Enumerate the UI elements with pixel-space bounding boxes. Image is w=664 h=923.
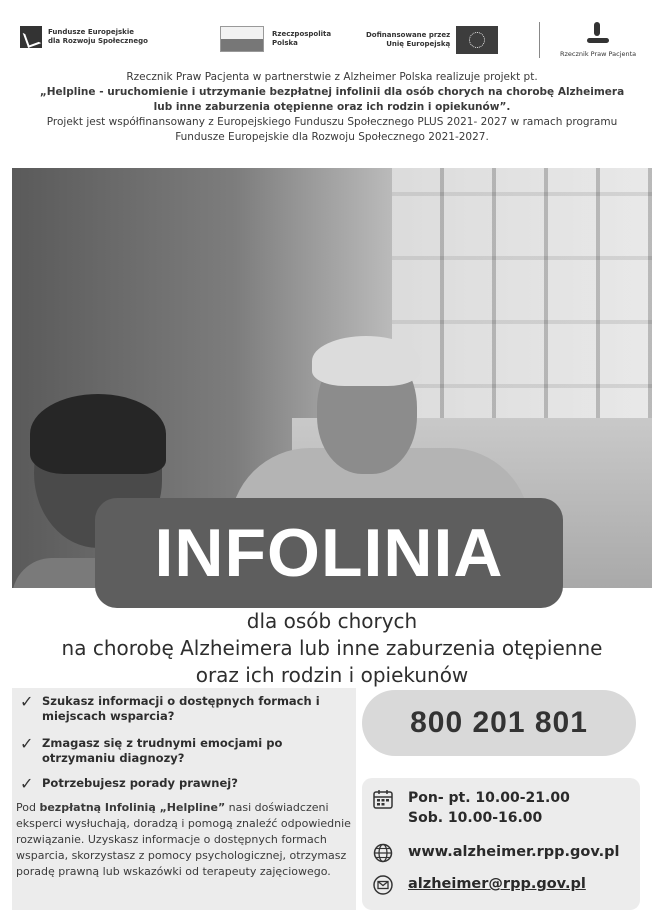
infolinia-banner	[95, 498, 563, 608]
hours-weekdays: Pon- pt. 10.00-21.00	[408, 790, 570, 806]
phone-number-pill[interactable]	[362, 690, 636, 756]
fe-logo-icon	[20, 26, 42, 48]
question-text: Szukasz informacji o dostępnych formach i miejscach wsparcia?	[42, 694, 320, 723]
email-icon	[370, 874, 396, 896]
logos-header	[0, 18, 664, 68]
intro-text	[30, 70, 634, 145]
subtitle	[12, 608, 652, 689]
intro-line2: „Helpline - uruchomienie i utrzymanie bezpłatnej infolinii dla osób chorych na chorobę Alzheimera lub inne zaburzenia otępienne oraz ich rodzin i opiekunów”.	[39, 86, 625, 113]
logo-divider	[539, 22, 540, 58]
description-pre: Pod	[16, 801, 40, 814]
description-post: nasi doświadczeni eksperci wysłuchają, doradzą i pomogą znaleźć odpowiednie rozwiązanie. Uzyskasz informacje o dostępnych formach wsparcia, skorzystasz z pomocy psychologicznej, otrzymasz poradę prawną lub wskazówki od terapeuty zajęciowego.	[16, 801, 351, 878]
rpp-logo	[560, 20, 636, 58]
fe-logo-line2: dla Rozwoju Społecznego	[48, 37, 148, 45]
banner-title: INFOLINIA	[154, 515, 504, 591]
intro-line1: Rzecznik Praw Pacjenta w partnerstwie z Alzheimer Polska realizuje projekt pt.	[126, 71, 538, 83]
rpp-logo-name: Rzecznik Praw Pacjenta	[560, 50, 637, 58]
fe-logo-line1: Fundusze Europejskie	[48, 28, 134, 36]
contact-box	[362, 778, 640, 910]
rp-logo-line1: Rzeczpospolita	[272, 30, 332, 38]
hours-saturday: Sob. 10.00-16.00	[408, 810, 543, 826]
email-row[interactable]	[370, 874, 586, 896]
eu-logo-line1: Dofinansowane przez	[366, 31, 451, 39]
description-bold: bezpłatną Infolinią „Helpline”	[39, 801, 226, 814]
question-item	[20, 736, 340, 766]
check-icon: ✓	[20, 692, 34, 711]
email-link[interactable]: alzheimer@rpp.gov.pl	[408, 876, 586, 892]
question-text: Potrzebujesz porady prawnej?	[42, 776, 238, 790]
photo-windows	[392, 168, 652, 448]
poland-flag-icon	[220, 26, 264, 52]
check-icon: ✓	[20, 734, 34, 753]
question-text: Zmagasz się z trudnymi emocjami po otrzymaniu diagnozy?	[42, 736, 283, 765]
rp-logo-line2: Polska	[272, 39, 298, 47]
subtitle-line3: oraz ich rodzin i opiekunów	[195, 663, 469, 687]
phone-number[interactable]: 800 201 801	[410, 706, 588, 739]
intro-line3: Projekt jest współfinansowany z Europejskiego Funduszu Społecznego PLUS 2021- 2027 w ramach programu Fundusze Europejskie dla Rozwoju Społecznego 2021-2027.	[46, 116, 618, 143]
subtitle-line2: na chorobę Alzheimera lub inne zaburzenia otępienne	[61, 636, 603, 660]
question-item	[20, 776, 340, 792]
rp-logo	[220, 26, 331, 52]
check-icon: ✓	[20, 774, 34, 793]
eu-flag-icon	[456, 26, 498, 54]
website-link[interactable]: www.alzheimer.rpp.gov.pl	[408, 844, 620, 860]
calendar-icon	[370, 788, 396, 810]
eu-logo-line2: Unię Europejską	[386, 40, 451, 48]
question-item	[20, 694, 340, 724]
photo-nurse-hair	[30, 394, 166, 474]
hours-row	[370, 788, 570, 828]
description-text	[16, 800, 356, 880]
rpp-logo-icon	[581, 20, 615, 48]
globe-icon	[370, 842, 396, 864]
photo-elderly-man-hair	[312, 336, 420, 386]
website-row[interactable]	[370, 842, 620, 864]
fe-logo	[20, 26, 148, 48]
subtitle-line1: dla osób chorych	[246, 609, 418, 633]
eu-logo	[366, 26, 498, 54]
